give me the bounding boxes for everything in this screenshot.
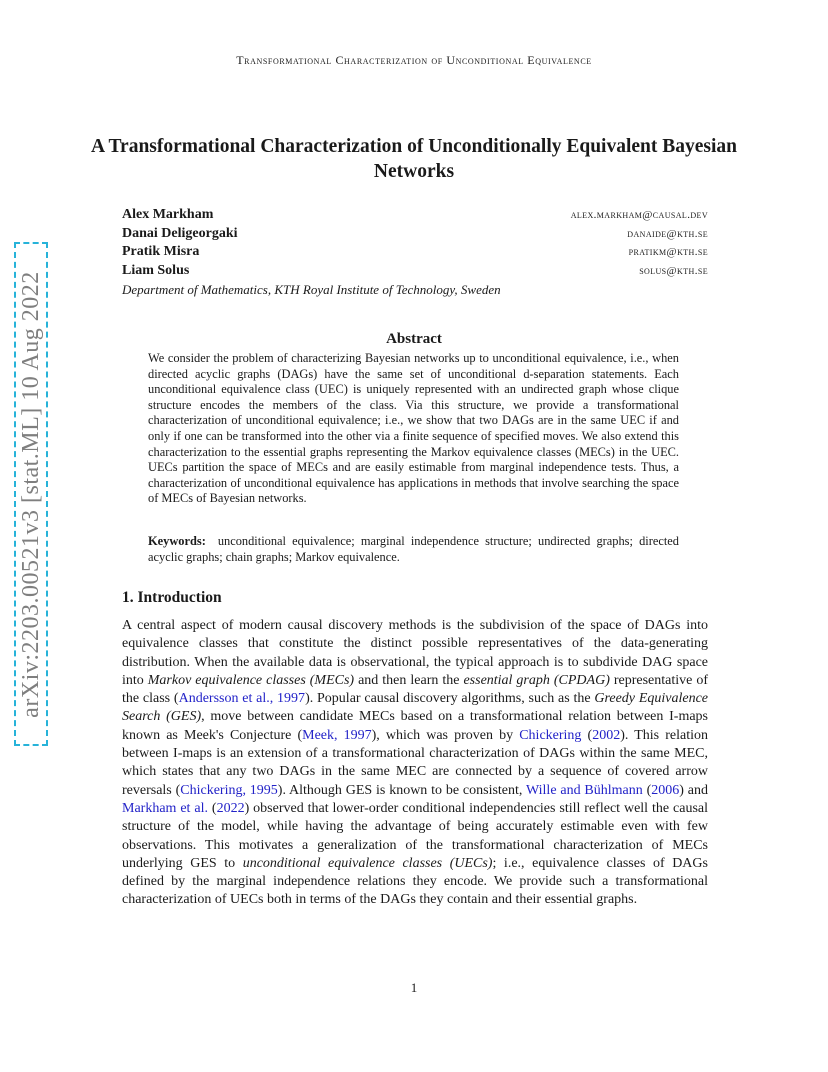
intro-emphasis: unconditional equivalence classes (UECs) — [242, 855, 493, 871]
author-row — [122, 244, 708, 263]
intro-text: representative of the class ( — [122, 672, 709, 707]
abstract-heading: Abstract — [386, 331, 442, 347]
running-head: Transformational Characterization of Unconditional Equivalence — [236, 53, 592, 67]
citation-link[interactable]: Wille and Bühlmann — [526, 782, 643, 798]
author-email: danaide@kth.se — [627, 227, 708, 240]
intro-text: ), which was proven by — [371, 727, 520, 743]
keywords-label: Keywords: — [148, 534, 206, 548]
citation-link[interactable]: 2002 — [592, 727, 621, 743]
keywords-text: unconditional equivalence; marginal independence structure; undirected graphs; directed acyclic graphs; chain graphs; Markov equivalence. — [148, 534, 679, 564]
intro-text: ( — [581, 727, 593, 743]
author-row — [122, 226, 708, 245]
author-email: pratikm@kth.se — [628, 246, 708, 258]
author-name: Alex Markham — [122, 207, 214, 222]
author-block — [122, 207, 708, 298]
section-heading-introduction: 1. Introduction — [122, 589, 222, 606]
author-name: Liam Solus — [122, 262, 190, 278]
intro-text: ) and — [679, 782, 708, 798]
affiliation: Department of Mathematics, KTH Royal Institute of Technology, Sweden — [122, 282, 501, 297]
intro-text: ) observed that lower-order conditional independencies still reflect well the causal structure of the model, while having the advantage of being accurately estimable even with few observations. This motivates a generalization of the transformational characterization of MECs underlying GES to — [122, 800, 708, 871]
intro-text: and then learn the — [354, 672, 464, 688]
intro-text: ). Although GES is known to be consistent, — [277, 782, 526, 798]
intro-emphasis: Greedy Equivalence Search (GES) — [122, 691, 709, 725]
author-name: Danai Deligeorgaki — [122, 225, 238, 241]
arxiv-stamp-text: arXiv:2203.00521v3 [stat.ML] 10 Aug 2022 — [17, 270, 44, 718]
intro-text: ( — [207, 800, 217, 816]
abstract-body: We consider the problem of characterizing Bayesian networks up to unconditional equivalence, i.e., when directed acyclic graphs (DAGs) have the same set of unconditional d-separation statements. Each unconditional equivalence class (UEC) is uniquely represented with an undirected graph whose clique structure encodes the members of the class. Via this structure, we provide a transformational characterization of unconditional equivalence; i.e., we show that two DAGs are in the same UEC if and only if one can be transformed into the other via a finite sequence of specified moves. We also extend this characterization to the essential graphs representing the Markov equivalence classes (MECs) in the UEC. UECs partition the space of MECs and are easily estimable from marginal independence tests. Thus, a characterization of unconditional equivalence has applications in methods that involve searching the space of MECs of Bayesian networks. — [148, 351, 679, 506]
paper-title: A Transformational Characterization of Unconditionally Equivalent Bayesian Networks — [90, 136, 738, 182]
page-number: 1 — [410, 980, 418, 995]
keywords — [148, 533, 679, 565]
author-row — [122, 207, 708, 226]
introduction-paragraph — [122, 617, 708, 910]
author-row — [122, 263, 708, 282]
citation-link[interactable]: Chickering — [519, 727, 582, 743]
intro-text: ). This relation between I-maps is an extension of a transformational characterization of DAGs within the same MEC, which states that any two DAGs in the same MEC are connected by a sequence of covered arrow reversals ( — [122, 727, 708, 798]
intro-emphasis: Markov equivalence classes (MECs) — [147, 672, 355, 688]
author-email: solus@kth.se — [639, 264, 708, 277]
author-email: alex.markham@causal.dev — [570, 209, 708, 221]
citation-link[interactable]: Andersson et al., 1997 — [178, 691, 306, 707]
intro-text: ( — [642, 782, 652, 798]
intro-text: , move between candidate MECs based on a transformational relation between I-maps known as Meek's Conjecture ( — [122, 709, 709, 743]
intro-text: ). Popular causal discovery algorithms, such as the — [305, 691, 595, 707]
citation-link[interactable]: Meek, 1997 — [302, 727, 372, 743]
intro-text: ; i.e., equivalence classes of DAGs defined by the marginal independence relations they encode. We provide such a transformational characterization of UECs both in terms of the DAGs they contain and their essential graphs. — [122, 855, 708, 908]
intro-emphasis: essential graph (CPDAG) — [463, 672, 610, 688]
intro-text: A central aspect of modern causal discovery methods is the subdivision of the space of DAGs into equivalence classes that constitute the distinct possible representatives of the data-generating distribution. When the available data is observational, the typical approach is to subdivide DAG space into — [122, 618, 708, 688]
citation-link[interactable]: Markham et al. — [122, 800, 208, 816]
citation-link[interactable]: Chickering, 1995 — [180, 782, 278, 798]
citation-link[interactable]: 2022 — [216, 800, 245, 816]
arxiv-stamp[interactable] — [14, 242, 48, 746]
author-name: Pratik Misra — [122, 244, 200, 259]
citation-link[interactable]: 2006 — [651, 782, 680, 798]
